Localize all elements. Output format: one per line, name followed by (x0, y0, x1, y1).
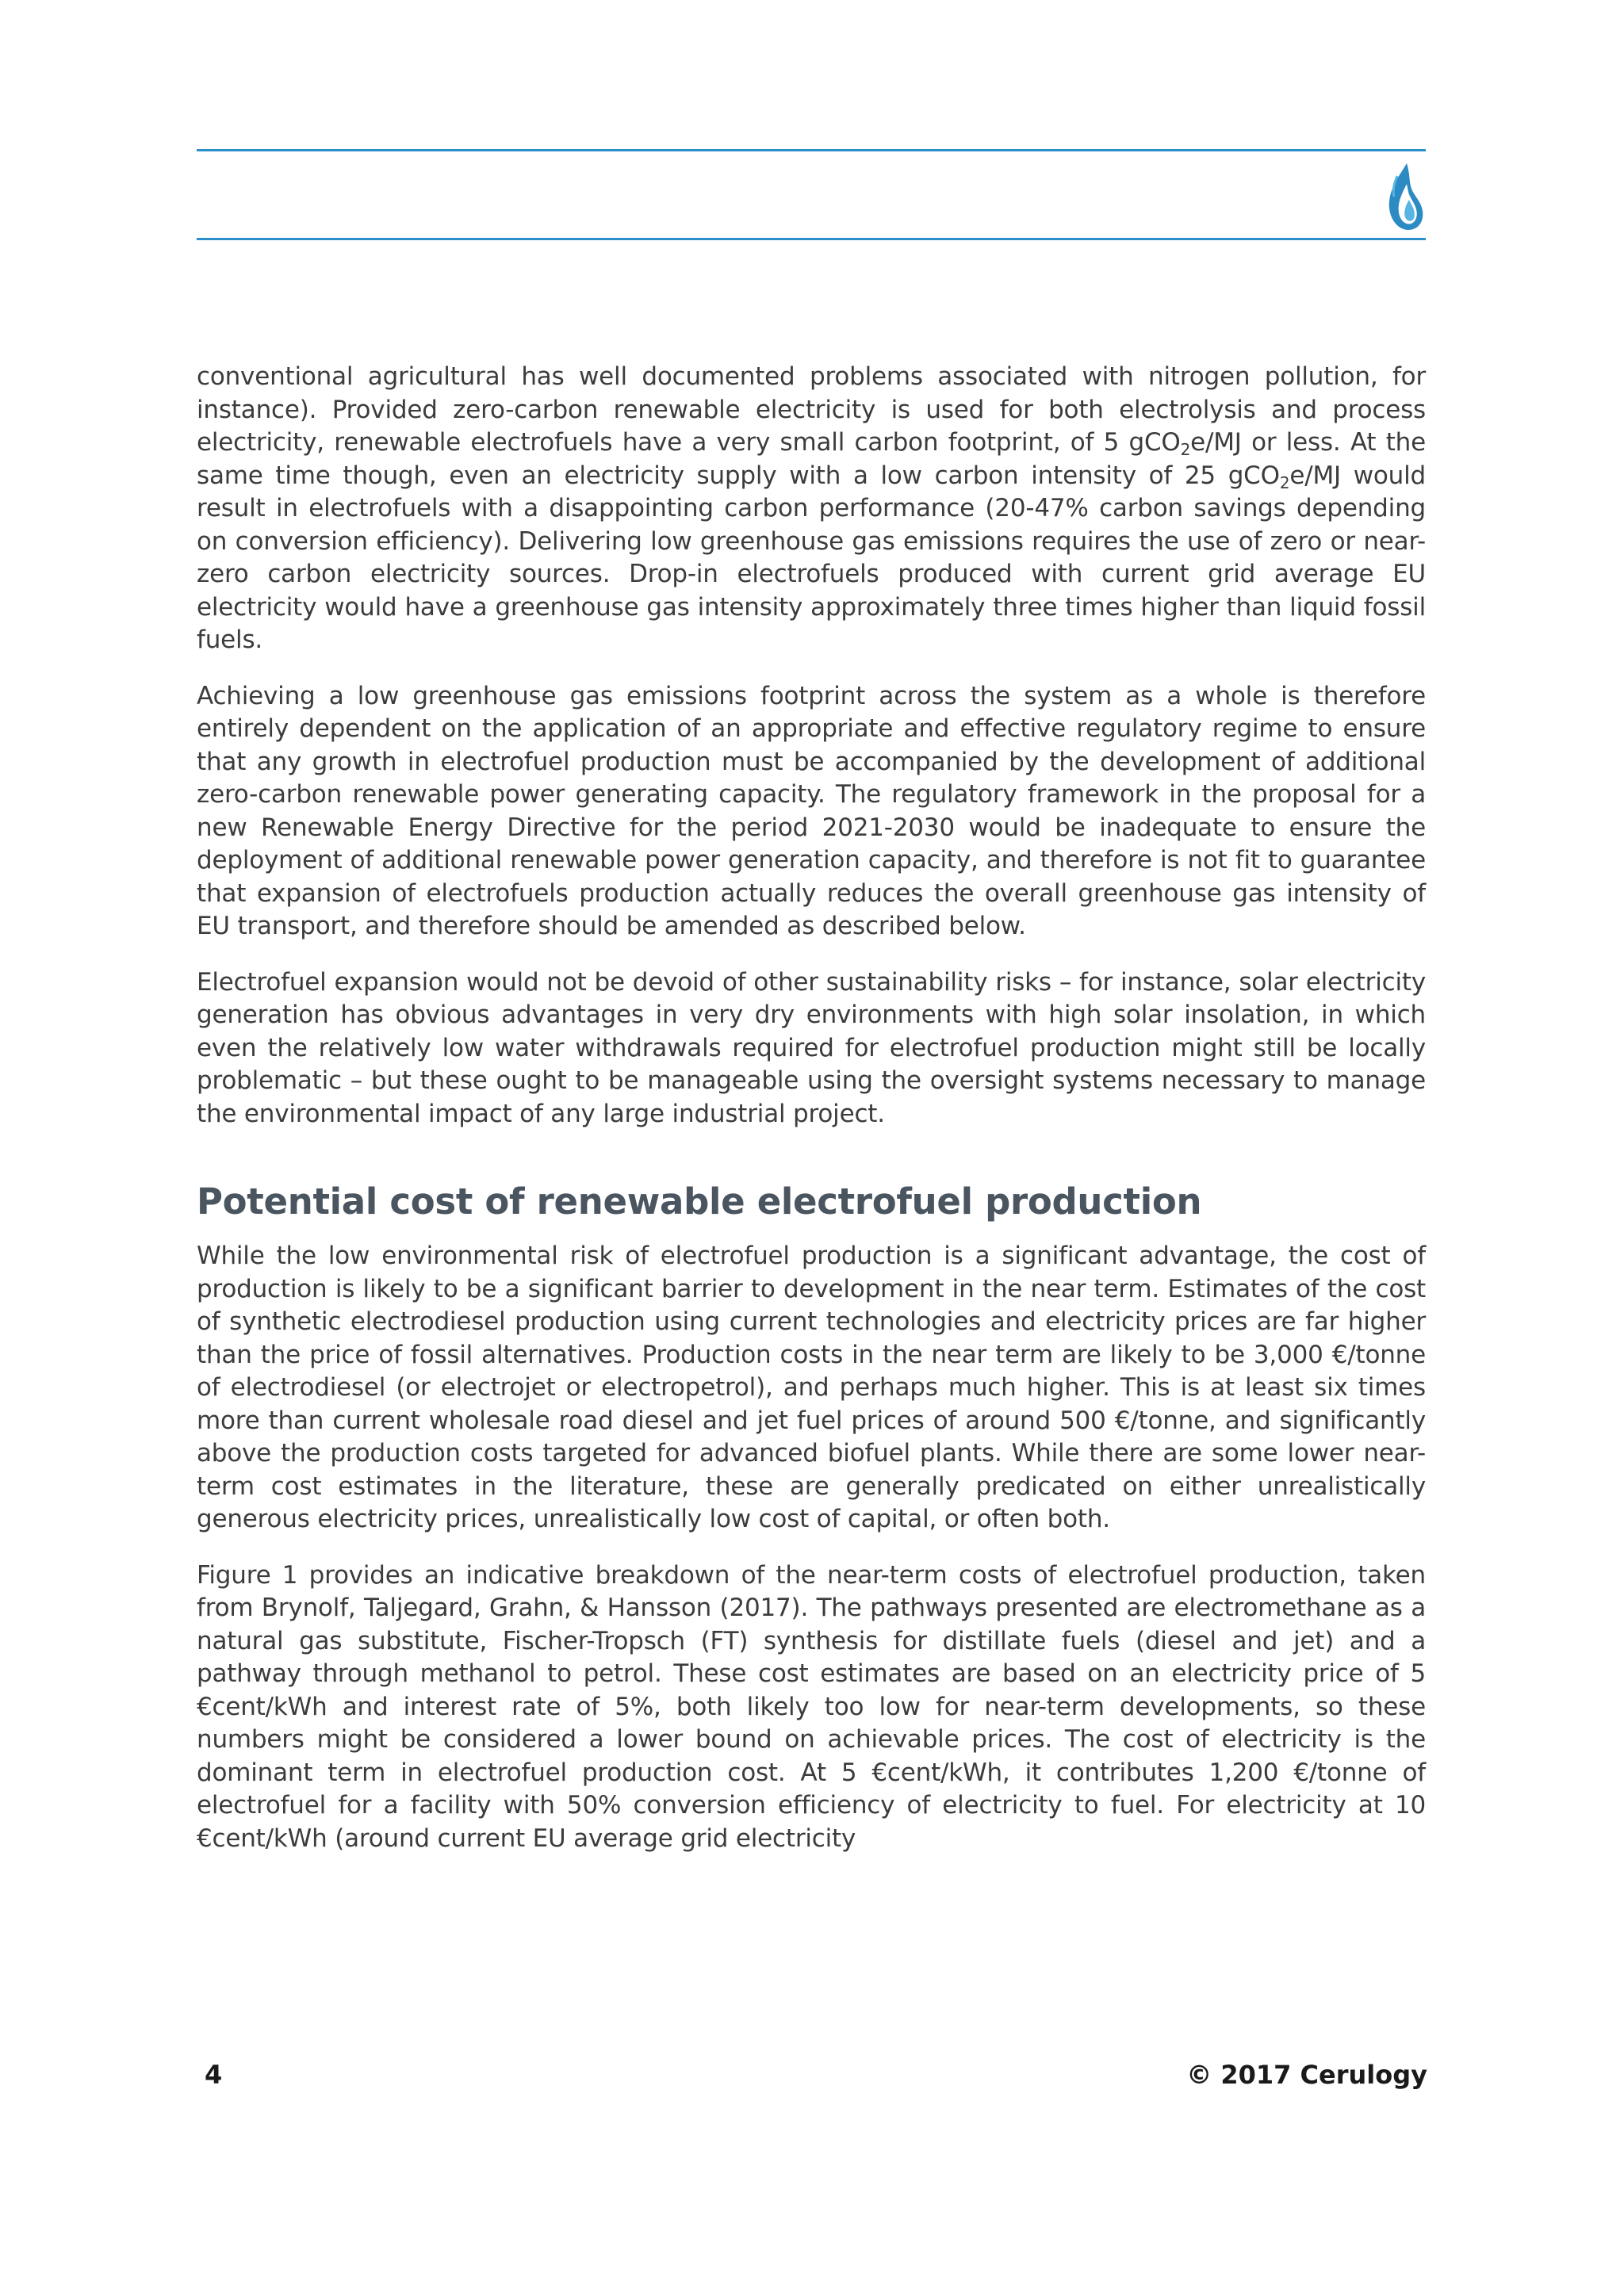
page-number: 4 (205, 2060, 223, 2090)
flame-drop-logo-icon (1383, 160, 1427, 235)
body-paragraph: conventional agricultural has well documented problems associated with nitrogen pollution, for instance). Provided zero-carbon renewable electricity is used for both electrolysis and process electricity, renewable electrofuels have a very small carbon footprint, of 5 gCO$_2$e/MJ or less. At the same time though, even an electricity supply with a low carbon intensity of 25 gCO$_2$e/MJ would result in electrofuels with a disappointing carbon performance (20-47% carbon savings depending on conversion efficiency). Delivering low greenhouse gas emissions requires the use of zero or near-zero carbon electricity sources. Drop-in electrofuels produced with current grid average EU electricity would have a greenhouse gas intensity approximately three times higher than liquid fossil fuels. (197, 362, 1426, 654)
body-paragraph: Electrofuel expansion would not be devoid of other sustainability risks – for instance, solar electricity generation has obvious advantages in very dry environments with high solar insolation, in which even the relatively low water withdrawals required for electrofuel production might still be locally problematic – but these ought to be manageable using the oversight systems necessary to manage the environmental impact of any large industrial project. (197, 967, 1426, 1128)
section-heading: Potential cost of renewable electrofuel production (197, 1181, 1202, 1223)
subscript: 2 (1180, 440, 1191, 459)
body-paragraph: Achieving a low greenhouse gas emissions footprint across the system as a whole is therefore entirely dependent on the application of an appropriate and effective regulatory regime to ensure that any growth in electrofuel production must be accompanied by the development of additional zero-carbon renewable power generating capacity. The regulatory framework in the proposal for a new Renewable Energy Directive for the period 2021-2030 would be inadequate to ensure the deployment of additional renewable power generation capacity, and therefore is not fit to guarantee that expansion of electrofuels production actually reduces the overall greenhouse gas intensity of EU transport, and therefore should be amended as described below. (197, 681, 1426, 940)
copyright-notice: © 2017 Cerulogy (1186, 2060, 1427, 2090)
body-paragraph: While the low environmental risk of electrofuel production is a significant advantage, the cost of production is likely to be a significant barrier to development in the near term. Estimates of the cost of synthetic electrodiesel production using current technologies and electricity prices are far higher than the price of fossil alternatives. Production costs in the near term are likely to be 3,000 €/tonne of electrodiesel (or electrojet or electropetrol), and perhaps much higher. This is at least six times more than current wholesale road diesel and jet fuel prices of around 500 €/tonne, and significantly above the production costs targeted for advanced biofuel plants. While there are some lower near-term cost estimates in the literature, these are generally predicated on either unrealistically generous electricity prices, unrealistically low cost of capital, or often both. (197, 1242, 1426, 1533)
subscript: 2 (1279, 473, 1290, 492)
page-content (197, 361, 1426, 1878)
header-rule-top (197, 149, 1426, 151)
body-paragraph: Figure 1 provides an indicative breakdown of the near-term costs of electrofuel production, taken from Brynolf, Taljegard, Grahn, & Hansson (2017). The pathways presented are electromethane as a natural gas substitute, Fischer-Tropsch (FT) synthesis for distillate fuels (diesel and jet) and a pathway through methanol to petrol. These cost estimates are based on an electricity price of 5 €cent/kWh and interest rate of 5%, both likely too low for near-term developments, so these numbers might be considered a lower bound on achievable prices. The cost of electricity is the dominant term in electrofuel production cost. At 5 €cent/kWh, it contributes 1,200 €/tonne of electrofuel for a facility with 50% conversion efficiency of electricity to fuel. For electricity at 10 €cent/kWh (around current EU average grid electricity (197, 1560, 1426, 1853)
header-rule-bottom (197, 238, 1426, 240)
